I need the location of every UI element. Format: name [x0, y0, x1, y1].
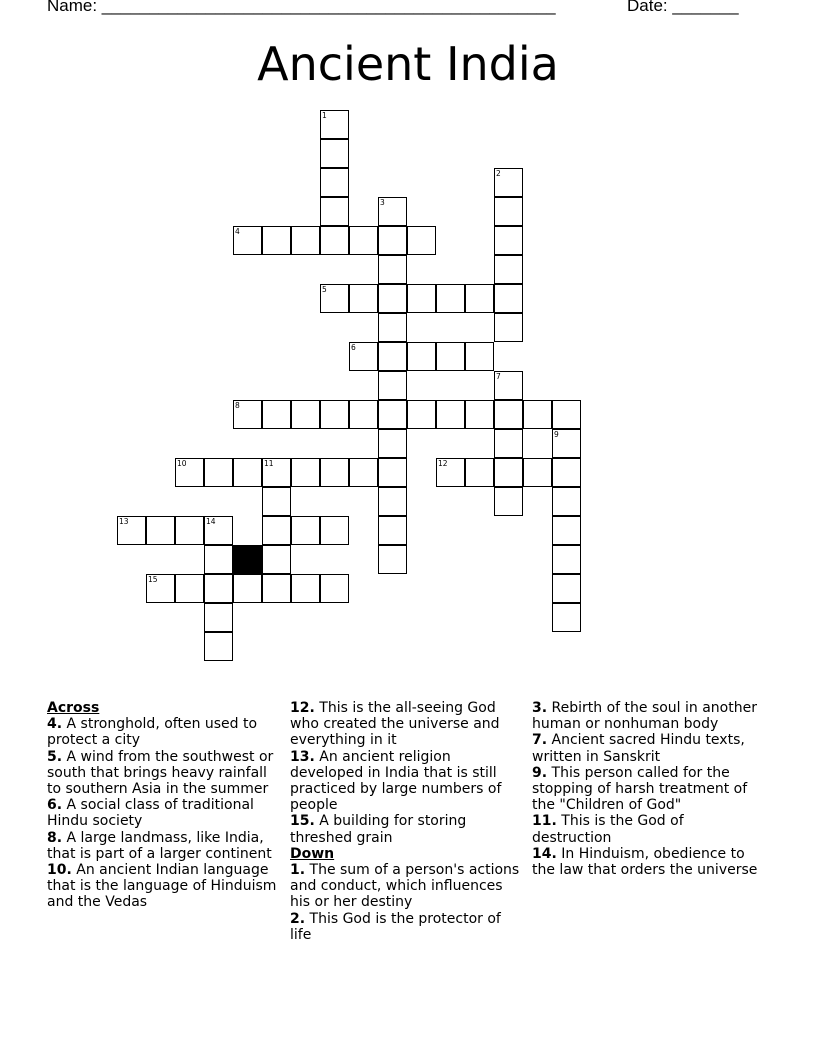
clue-across-13: 13. An ancient religion developed in India that is still practiced by large numbers of people	[290, 748, 502, 814]
clue-column-1	[47, 700, 277, 911]
grid-cell[interactable]	[436, 284, 465, 313]
grid-cell[interactable]	[552, 603, 581, 632]
clue-number: 8	[235, 401, 240, 410]
grid-cell[interactable]	[320, 110, 349, 139]
clue-number: 5	[322, 285, 327, 294]
clue-number: 11	[264, 459, 274, 468]
grid-cell[interactable]	[291, 516, 320, 545]
grid-cell[interactable]	[378, 429, 407, 458]
clue-column-3	[532, 700, 762, 878]
clue-down-9: 9. This person called for the stopping of harsh treatment of the "Children of God"	[532, 764, 748, 814]
grid-cell[interactable]	[552, 516, 581, 545]
grid-cell[interactable]	[320, 284, 349, 313]
grid-cell[interactable]	[262, 545, 291, 574]
grid-cell[interactable]	[291, 574, 320, 603]
grid-cell[interactable]	[378, 487, 407, 516]
grid-cell[interactable]	[291, 458, 320, 487]
grid-cell[interactable]	[494, 487, 523, 516]
clue-number: 9	[554, 430, 559, 439]
grid-cell[interactable]	[320, 574, 349, 603]
grid-cell[interactable]	[204, 545, 233, 574]
clue-number: 2	[496, 169, 501, 178]
grid-cell[interactable]	[320, 516, 349, 545]
clue-across-6: 6. A social class of traditional Hindu society	[47, 797, 254, 830]
clue-down-3: 3. Rebirth of the soul in another human or nonhuman body	[532, 700, 757, 733]
grid-cell[interactable]	[378, 255, 407, 284]
grid-cell[interactable]	[349, 342, 378, 371]
grid-cell[interactable]	[320, 197, 349, 226]
clue-number: 7	[496, 372, 501, 381]
grid-cell[interactable]	[552, 458, 581, 487]
grid-cell[interactable]	[552, 574, 581, 603]
clue-down-1: 1. The sum of a person's actions and conduct, which influences his or her destiny	[290, 862, 520, 911]
clue-number: 1	[322, 111, 327, 120]
grid-cell[interactable]	[436, 342, 465, 371]
grid-cell[interactable]	[320, 226, 349, 255]
grid-cell[interactable]	[233, 226, 262, 255]
grid-cell[interactable]	[291, 226, 320, 255]
grid-block	[233, 545, 262, 574]
grid-cell[interactable]	[494, 226, 523, 255]
clue-number: 14	[206, 517, 216, 526]
clue-number: 12	[438, 459, 448, 468]
grid-cell[interactable]	[349, 458, 378, 487]
grid-cell[interactable]	[262, 487, 291, 516]
date-field-label[interactable]: Date: _______	[627, 0, 739, 15]
grid-cell[interactable]	[320, 168, 349, 197]
grid-cell[interactable]	[262, 400, 291, 429]
grid-cell[interactable]	[378, 313, 407, 342]
clue-number: 13	[119, 517, 129, 526]
clue-down-7: 7. Ancient sacred Hindu texts, written in Sanskrit	[532, 732, 745, 765]
grid-cell[interactable]	[436, 400, 465, 429]
clue-across-15: 15. A building for storing threshed grain	[290, 813, 467, 846]
grid-cell[interactable]	[378, 545, 407, 574]
grid-cell[interactable]	[117, 516, 146, 545]
puzzle-title: Ancient India	[257, 37, 559, 91]
grid-cell[interactable]	[465, 342, 494, 371]
grid-cell[interactable]	[552, 429, 581, 458]
grid-cell[interactable]	[378, 342, 407, 371]
grid-cell[interactable]	[552, 545, 581, 574]
grid-cell[interactable]	[552, 487, 581, 516]
clue-across-10: 10. An ancient Indian language that is the language of Hinduism and the Vedas	[47, 862, 277, 911]
clue-down-14: 14. In Hinduism, obedience to the law that orders the universe	[532, 845, 758, 879]
grid-cell[interactable]	[494, 313, 523, 342]
grid-cell[interactable]	[378, 284, 407, 313]
across-heading: Across	[47, 700, 100, 716]
name-field-label[interactable]: Name: ________________________________________________	[47, 0, 556, 15]
grid-cell[interactable]	[494, 197, 523, 226]
grid-cell[interactable]	[291, 400, 320, 429]
clue-across-8: 8. A large landmass, like India, that is part of a larger continent	[47, 829, 272, 862]
grid-cell[interactable]	[523, 400, 552, 429]
grid-cell[interactable]	[378, 371, 407, 400]
grid-cell[interactable]	[146, 516, 175, 545]
grid-cell[interactable]	[494, 371, 523, 400]
grid-cell[interactable]	[465, 458, 494, 487]
clue-down-2: 2. This God is the protector of life	[290, 910, 501, 943]
grid-cell[interactable]	[175, 574, 204, 603]
clue-number: 3	[380, 198, 385, 207]
grid-cell[interactable]	[204, 458, 233, 487]
grid-cell[interactable]	[349, 284, 378, 313]
grid-cell[interactable]	[436, 458, 465, 487]
grid-cell[interactable]	[378, 516, 407, 545]
clue-across-12: 12. This is the all-seeing God who created the universe and everything in it	[290, 700, 500, 749]
grid-cell[interactable]	[233, 400, 262, 429]
grid-cell[interactable]	[233, 574, 262, 603]
clue-number: 15	[148, 575, 158, 584]
grid-cell[interactable]	[349, 400, 378, 429]
grid-cell[interactable]	[494, 168, 523, 197]
grid-cell[interactable]	[552, 400, 581, 429]
grid-cell[interactable]	[465, 400, 494, 429]
grid-cell[interactable]	[378, 197, 407, 226]
grid-cell[interactable]	[204, 603, 233, 632]
grid-cell[interactable]	[349, 226, 378, 255]
grid-cell[interactable]	[465, 284, 494, 313]
grid-cell[interactable]	[262, 226, 291, 255]
grid-cell[interactable]	[494, 458, 523, 487]
clue-number: 6	[351, 343, 356, 352]
grid-cell[interactable]	[523, 458, 552, 487]
grid-cell[interactable]	[204, 574, 233, 603]
grid-cell[interactable]	[407, 226, 436, 255]
grid-cell[interactable]	[262, 458, 291, 487]
grid-cell[interactable]	[494, 255, 523, 284]
grid-cell[interactable]	[378, 226, 407, 255]
clue-down-11: 11. This is the God of destruction	[532, 813, 684, 846]
grid-cell[interactable]	[494, 400, 523, 429]
grid-cell[interactable]	[407, 342, 436, 371]
grid-cell[interactable]	[378, 400, 407, 429]
grid-cell[interactable]	[407, 284, 436, 313]
grid-cell[interactable]	[233, 458, 262, 487]
clue-number: 10	[177, 459, 187, 468]
grid-cell[interactable]	[175, 516, 204, 545]
grid-cell[interactable]	[378, 458, 407, 487]
grid-cell[interactable]	[204, 632, 233, 661]
down-heading: Down	[290, 845, 335, 862]
grid-cell[interactable]	[494, 284, 523, 313]
grid-cell[interactable]	[204, 516, 233, 545]
grid-cell[interactable]	[494, 429, 523, 458]
grid-cell[interactable]	[146, 574, 175, 603]
grid-cell[interactable]	[320, 400, 349, 429]
grid-cell[interactable]	[320, 139, 349, 168]
clue-across-4: 4. A stronghold, often used to protect a city	[47, 716, 258, 749]
grid-cell[interactable]	[175, 458, 204, 487]
grid-cell[interactable]	[262, 574, 291, 603]
clue-number: 4	[235, 227, 240, 236]
clue-across-5: 5. A wind from the southwest or south that brings heavy rainfall to southern Asia in the summer	[47, 748, 274, 798]
grid-cell[interactable]	[320, 458, 349, 487]
grid-cell[interactable]	[407, 400, 436, 429]
grid-cell[interactable]	[262, 516, 291, 545]
clue-column-2	[290, 700, 520, 943]
